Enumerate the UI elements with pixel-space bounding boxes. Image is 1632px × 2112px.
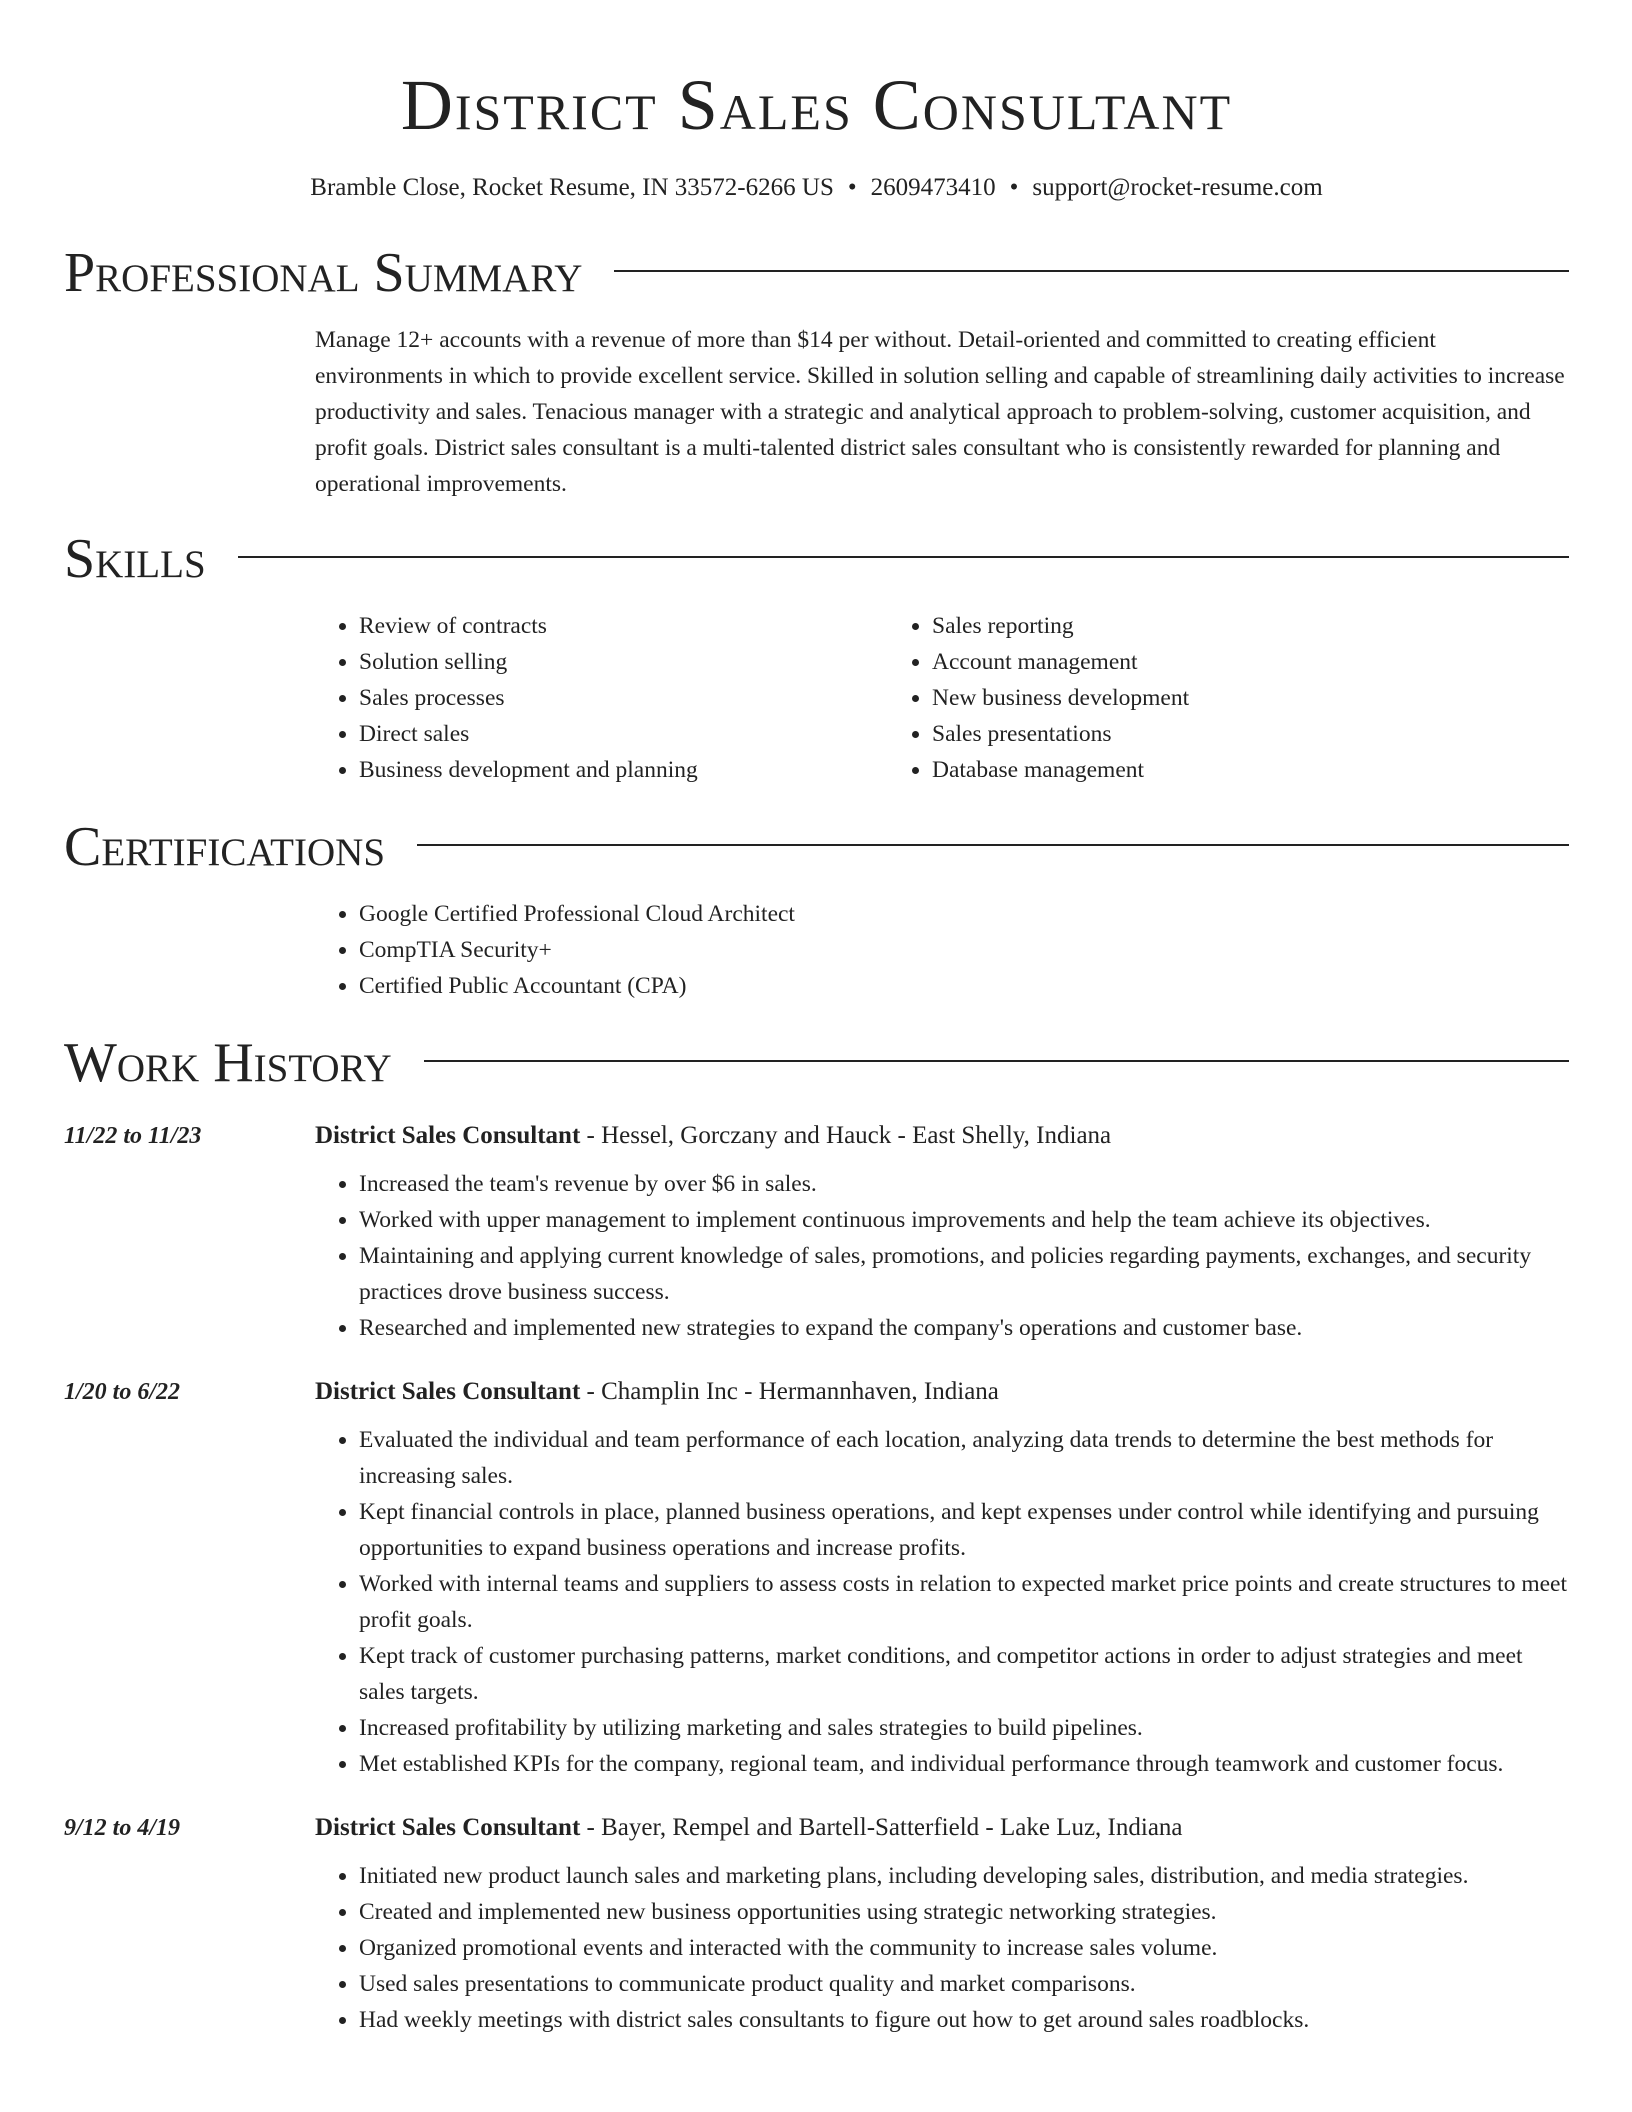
section-header-summary [64, 238, 1569, 308]
job-bullets [315, 1858, 1569, 2038]
skills-column-right [888, 608, 1461, 788]
section-divider [424, 1060, 1569, 1062]
contact-address: Bramble Close, Rocket Resume, IN 33572-6266 US [310, 174, 834, 201]
job-bullet: • Increased profitability by utilizing marketing and sales strategies to build pipelines. [359, 1710, 1569, 1746]
skills-column-left [315, 608, 888, 788]
certifications-bullets [315, 896, 1569, 1004]
job-bullets [315, 1166, 1569, 1346]
section-title: Certifications [64, 816, 386, 878]
job-body [315, 1372, 1569, 1782]
job-body [315, 1808, 1569, 2038]
contact-separator: • [1009, 174, 1019, 201]
skill-item: • Solution selling [359, 644, 888, 680]
skill-item: • Account management [932, 644, 1461, 680]
skill-item: • Review of contracts [359, 608, 888, 644]
skills-list [315, 608, 1569, 788]
job-bullet: • Used sales presentations to communicate product quality and market comparisons. [359, 1966, 1569, 2002]
job-dates: 11/22 to 11/23 [64, 1123, 202, 1149]
section-header-work-history [64, 1028, 1569, 1098]
job-bullet: • Had weekly meetings with district sales consultants to figure out how to get around sales roadblocks. [359, 2002, 1569, 2038]
job-bullet: • Met established KPIs for the company, regional team, and individual performance through teamwork and customer focus. [359, 1746, 1569, 1782]
job-bullet: • Increased the team's revenue by over $6 in sales. [359, 1166, 1569, 1202]
skill-item: • Database management [932, 752, 1461, 788]
page-title: District Sales Consultant [400, 65, 1233, 145]
job-dates: 1/20 to 6/22 [64, 1379, 181, 1405]
section-title: Skills [64, 528, 206, 590]
contact-phone: 2609473410 [870, 174, 996, 201]
skill-item: • Sales processes [359, 680, 888, 716]
job-heading [315, 1372, 1569, 1412]
job-bullet: • Created and implemented new business opportunities using strategic networking strategies. [359, 1894, 1569, 1930]
job-heading [315, 1116, 1569, 1156]
certification-item: • Google Certified Professional Cloud Architect [359, 896, 1569, 932]
skill-item: • Direct sales [359, 716, 888, 752]
section-divider [417, 844, 1569, 846]
contact-line [64, 170, 1569, 206]
job-employer: - Hessel, Gorczany and Hauck - East Shelly, Indiana [580, 1122, 1112, 1149]
contact-separator: • [847, 174, 857, 201]
job-bullet: • Evaluated the individual and team performance of each location, analyzing data trends to determine the best methods for increasing sales. [359, 1422, 1569, 1494]
skill-item: • Sales reporting [932, 608, 1461, 644]
job-entry [64, 1116, 1569, 1346]
section-header-skills [64, 524, 1569, 594]
skill-item: • Sales presentations [932, 716, 1461, 752]
job-bullet: • Worked with internal teams and suppliers to assess costs in relation to expected market price points and create structures to meet profit goals. [359, 1566, 1569, 1638]
job-entry [64, 1372, 1569, 1782]
job-bullet: • Initiated new product launch sales and marketing plans, including developing sales, distribution, and media strategies. [359, 1858, 1569, 1894]
certification-item: • CompTIA Security+ [359, 932, 1569, 968]
job-dates: 9/12 to 4/19 [64, 1815, 181, 1841]
job-bullets [315, 1422, 1569, 1782]
section-divider [614, 270, 1569, 272]
certifications-list [315, 896, 1569, 1004]
job-title: District Sales Consultant [315, 1122, 581, 1149]
job-bullet: • Kept track of customer purchasing patterns, market conditions, and competitor actions in order to adjust strategies and meet sales targets. [359, 1638, 1569, 1710]
job-title: District Sales Consultant [315, 1814, 581, 1841]
job-bullet: • Kept financial controls in place, planned business operations, and kept expenses under control while identifying and pursuing opportunities to expand business operations and increase profits. [359, 1494, 1569, 1566]
job-heading [315, 1808, 1569, 1848]
job-body [315, 1116, 1569, 1346]
section-divider [238, 556, 1569, 558]
section-title: Professional Summary [64, 242, 583, 304]
job-bullet: • Maintaining and applying current knowledge of sales, promotions, and policies regarding payments, exchanges, and security practices drove business success. [359, 1238, 1569, 1310]
job-employer: - Bayer, Rempel and Bartell-Satterfield - Lake Luz, Indiana [580, 1814, 1183, 1841]
job-entry [64, 1808, 1569, 2038]
section-header-certifications [64, 812, 1569, 882]
section-title: Work History [64, 1032, 392, 1094]
job-bullet: • Researched and implemented new strategies to expand the company's operations and customer base. [359, 1310, 1569, 1346]
job-bullet: • Organized promotional events and interacted with the community to increase sales volume. [359, 1930, 1569, 1966]
contact-email: support@rocket-resume.com [1032, 174, 1323, 201]
job-title: District Sales Consultant [315, 1378, 581, 1405]
job-employer: - Champlin Inc - Hermannhaven, Indiana [580, 1378, 999, 1405]
skill-item: • New business development [932, 680, 1461, 716]
skill-item: • Business development and planning [359, 752, 888, 788]
summary-text: Manage 12+ accounts with a revenue of more than $14 per without. Detail-oriented and committed to creating efficient environments in which to provide excellent service. Skilled in solution selling and capable of streamlining daily activities to increase productivity and sales. Tenacious manager with a strategic and analytical approach to problem-solving, customer acquisition, and profit goals. District sales consultant is a multi-talented district sales consultant who is consistently rewarded for planning and operational improvements. [315, 327, 1565, 497]
certification-item: • Certified Public Accountant (CPA) [359, 968, 1569, 1004]
job-bullet: • Worked with upper management to implement continuous improvements and help the team achieve its objectives. [359, 1202, 1569, 1238]
